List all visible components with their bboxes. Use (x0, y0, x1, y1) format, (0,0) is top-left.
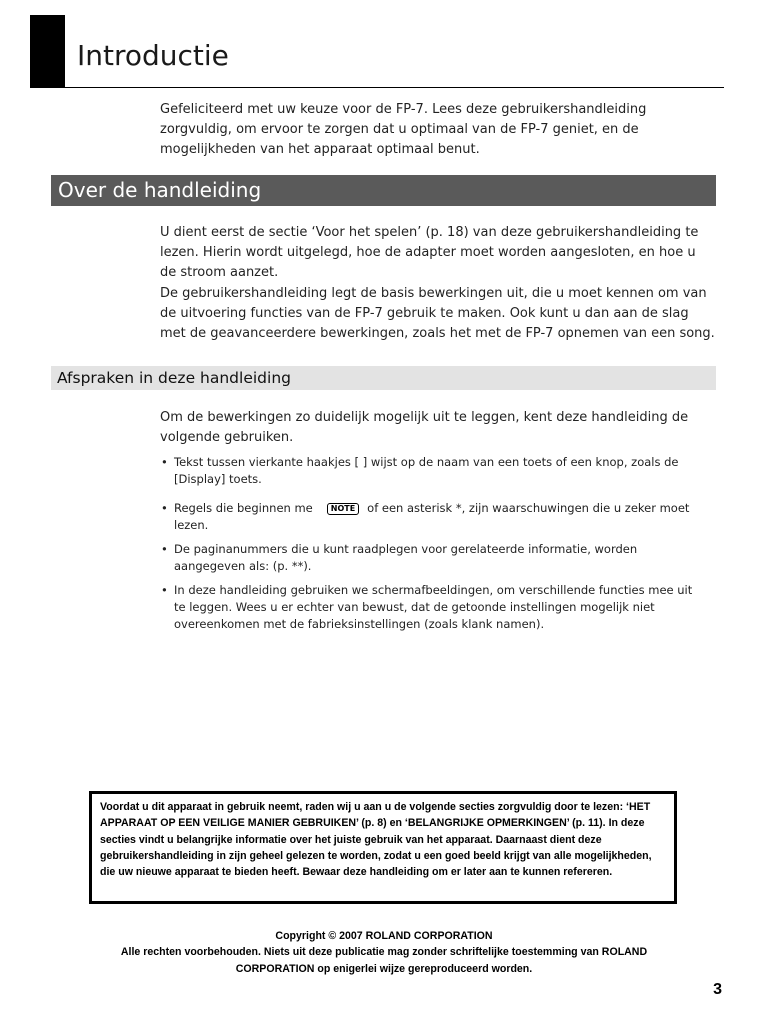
title-underline (65, 87, 724, 88)
list-item-text-before: Regels die beginnen me (174, 501, 313, 515)
copyright-line: Copyright © 2007 ROLAND CORPORATION (275, 930, 493, 942)
warning-box (89, 791, 677, 904)
note-icon: NOTE (327, 503, 359, 515)
list-item (160, 500, 700, 534)
page-number: 3 (713, 981, 722, 998)
list-item-text: In deze handleiding gebruiken we schermafbeeldingen, om verschillende functies mee uit te leggen. Wees u er echter van bewust, dat de getoonde instellingen mogelijk niet overeenkomen met de fabrieksinstellingen (zoals klank namen). (174, 583, 693, 631)
about-paragraph-2: De gebruikershandleiding legt de basis bewerkingen uit, die u moet kennen om van de uitvoering functies van de FP-7 gebruik te maken. Ook kunt u dan aan de slag met de geavanceerdere bewerkingen, zoals het met de FP-7 opnemen van een song. (160, 286, 715, 341)
copyright-block (84, 928, 684, 977)
about-paragraph-1: U dient eerst de sectie ‘Voor het spelen’ (p. 18) van deze gebruikershandleiding te lezen. Hierin wordt uitgelegd, hoe de adapter moet worden aangesloten, en hoe u de stroom aanzet. (160, 225, 699, 280)
list-item-text: Tekst tussen vierkante haakjes [ ] wijst op de naam van een toets of een knop, zoals de [Display] toets. (174, 455, 679, 486)
section-heading-conventions: Afspraken in deze handleiding (51, 366, 716, 390)
page-title: Introductie (77, 39, 229, 72)
intro-paragraph: Gefeliciteerd met uw keuze voor de FP-7. Lees deze gebruikershandleiding zorgvuldig, om ervoor te zorgen dat u optimaal van de FP-7 geniet, en de mogelijkheden van het apparaat optimaal benut. (160, 102, 647, 157)
title-marker-bar (30, 15, 65, 88)
conventions-intro: Om de bewerkingen zo duidelijk mogelijk uit te leggen, kent deze handleiding de volgende gebruiken. (160, 410, 689, 445)
list-item (160, 541, 700, 575)
warning-text: Voordat u dit apparaat in gebruik neemt, raden wij u aan u de volgende secties zorgvuldig door te lezen: ‘HET APPARAAT OP EEN VEILIGE MANIER GEBRUIKEN’ (p. 8) en ‘BELANGRIJKE OPMERKINGEN’ (p. 11). In deze secties vindt u belangrijke informatie over het juiste gebruik van het apparaat. Daarnaast dient deze gebruikershandleiding in zijn geheel gelezen te worden, zodat u een goed beeld krijgt van alle mogelijkheden, die uw nieuwe apparaat te bieden heeft. Bewaar deze handleiding om er later aan te kunnen refereren. (100, 801, 652, 879)
conventions-list (160, 454, 700, 640)
list-item-text: De paginanummers die u kunt raadplegen voor gerelateerde informatie, worden aangegeven als: (p. **). (174, 542, 638, 573)
list-item-text-after: of een asterisk *, zijn waarschuwingen die u zeker moet lezen. (174, 501, 690, 532)
list-item (160, 582, 700, 633)
list-item (160, 454, 700, 488)
section-heading-about: Over de handleiding (51, 175, 716, 206)
rights-notice: Alle rechten voorbehouden. Niets uit deze publicatie mag zonder schriftelijke toestemming van ROLAND CORPORATION op enigerlei wijze gereproduceerd worden. (120, 946, 648, 975)
